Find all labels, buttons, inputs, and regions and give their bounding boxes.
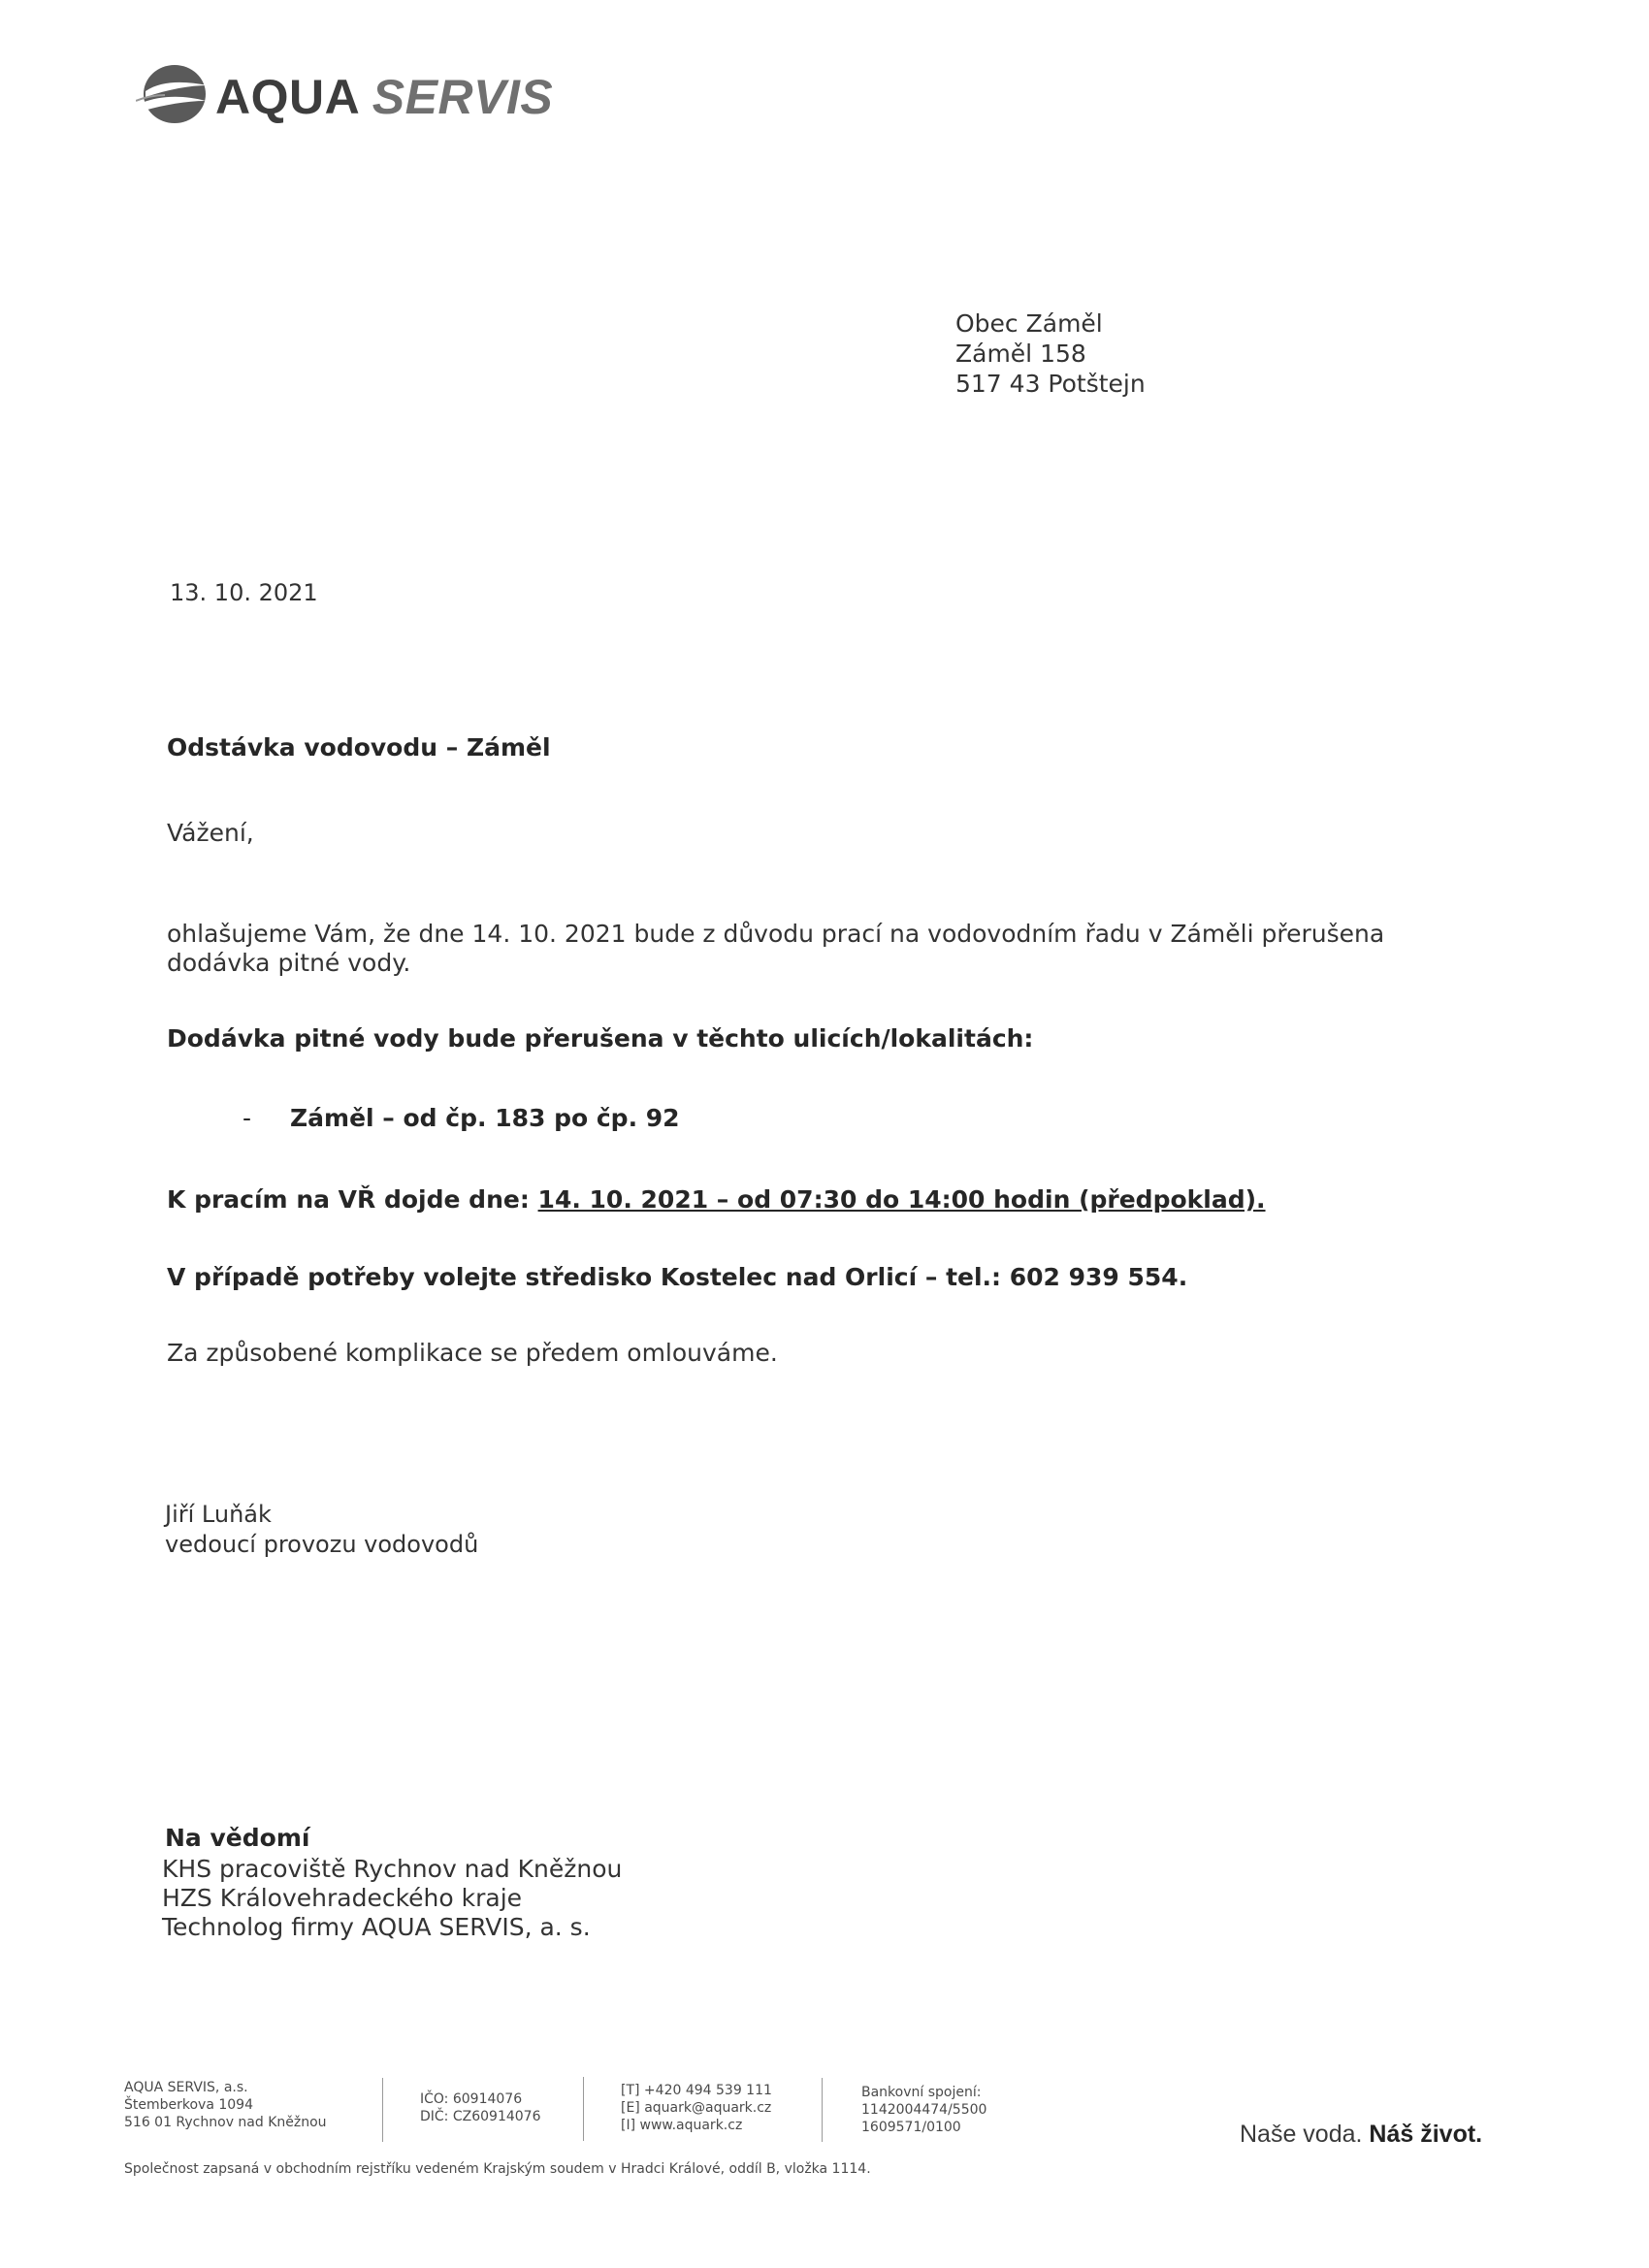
footer-divider [382, 2078, 383, 2142]
cc-item: Technolog firmy AQUA SERVIS, a. s. [162, 1913, 591, 1941]
cc-list [162, 1855, 622, 1942]
footer-contact [621, 2082, 772, 2134]
cc-item: HZS Královehradeckého kraje [162, 1884, 523, 1912]
recipient-line-1: Obec Záměl [955, 309, 1103, 338]
company-slogan [1240, 2121, 1482, 2149]
footer-company-street: Štemberkova 1094 [124, 2097, 253, 2113]
footer-bank-account-2: 1609571/0100 [861, 2120, 961, 2135]
contact-line: V případě potřeby volejte středisko Kostelec nad Orlicí – tel.: 602 939 554. [167, 1263, 1188, 1291]
footer-divider [583, 2077, 584, 2141]
footer-company-city: 516 01 Rychnov nad Kněžnou [124, 2115, 327, 2130]
recipient-address [955, 308, 1146, 399]
paragraph-line-2: dodávka pitné vody. [167, 949, 411, 977]
affected-street-item [242, 1104, 680, 1132]
footer-bank-details [861, 2084, 986, 2136]
footer-registry-note: Společnost zapsaná v obchodním rejstříku vedeném Krajským soudem v Hradci Králové, oddíl B, vložka 1114. [124, 2161, 871, 2177]
footer-company-address [124, 2079, 327, 2131]
affected-streets-heading: Dodávka pitné vody bude přerušena v těchto ulicích/lokalitách: [167, 1024, 1034, 1053]
cc-heading: Na vědomí [165, 1824, 310, 1852]
footer-bank-account-1: 1142004474/5500 [861, 2102, 987, 2118]
street-item-text: Záměl – od čp. 183 po čp. 92 [290, 1104, 680, 1132]
signature-role: vedoucí provozu vodovodů [165, 1531, 479, 1558]
water-drop-logo-icon [136, 62, 210, 126]
announcement-paragraph [167, 920, 1384, 978]
slogan-bold: Náš život. [1369, 2121, 1483, 2148]
work-schedule-date: 14. 10. 2021 – od 07:30 do 14:00 hodin (předpoklad). [537, 1185, 1266, 1214]
recipient-line-3: 517 43 Potštejn [955, 370, 1146, 398]
footer-bank-label: Bankovní spojení: [861, 2085, 982, 2100]
work-schedule-line [167, 1185, 1266, 1214]
footer-email: [E] aquark@aquark.cz [621, 2100, 772, 2116]
cc-item: KHS pracoviště Rychnov nad Kněžnou [162, 1855, 623, 1883]
footer-website: [I] www.aquark.cz [621, 2118, 743, 2133]
greeting: Vážení, [167, 819, 254, 847]
logo-text-servis: SERVIS [372, 70, 554, 124]
work-schedule-prefix: K pracím na VŘ dojde dne: [167, 1185, 538, 1214]
footer-company-ids [420, 2090, 540, 2125]
footer-company-name: AQUA SERVIS, a.s. [124, 2080, 248, 2095]
paragraph-line-1: ohlašujeme Vám, že dne 14. 10. 2021 bude z důvodu prací na vodovodním řadu v Záměli přerušena [167, 920, 1385, 948]
signature-name: Jiří Luňák [165, 1501, 272, 1528]
logo-text-aqua: AQUA [215, 70, 359, 124]
letter-date: 13. 10. 2021 [170, 579, 318, 606]
recipient-line-2: Záměl 158 [955, 340, 1086, 368]
footer-dic: DIČ: CZ60914076 [420, 2109, 541, 2124]
list-dash: - [242, 1104, 252, 1132]
apology-line: Za způsobené komplikace se předem omlouváme. [167, 1339, 778, 1367]
footer-phone: [T] +420 494 539 111 [621, 2083, 772, 2098]
logo-wordmark [215, 68, 553, 126]
letter-subject: Odstávka vodovodu – Záměl [167, 733, 551, 761]
slogan-regular: Naše voda. [1240, 2121, 1370, 2148]
footer-divider [822, 2078, 823, 2142]
footer-ico: IČO: 60914076 [420, 2091, 523, 2107]
